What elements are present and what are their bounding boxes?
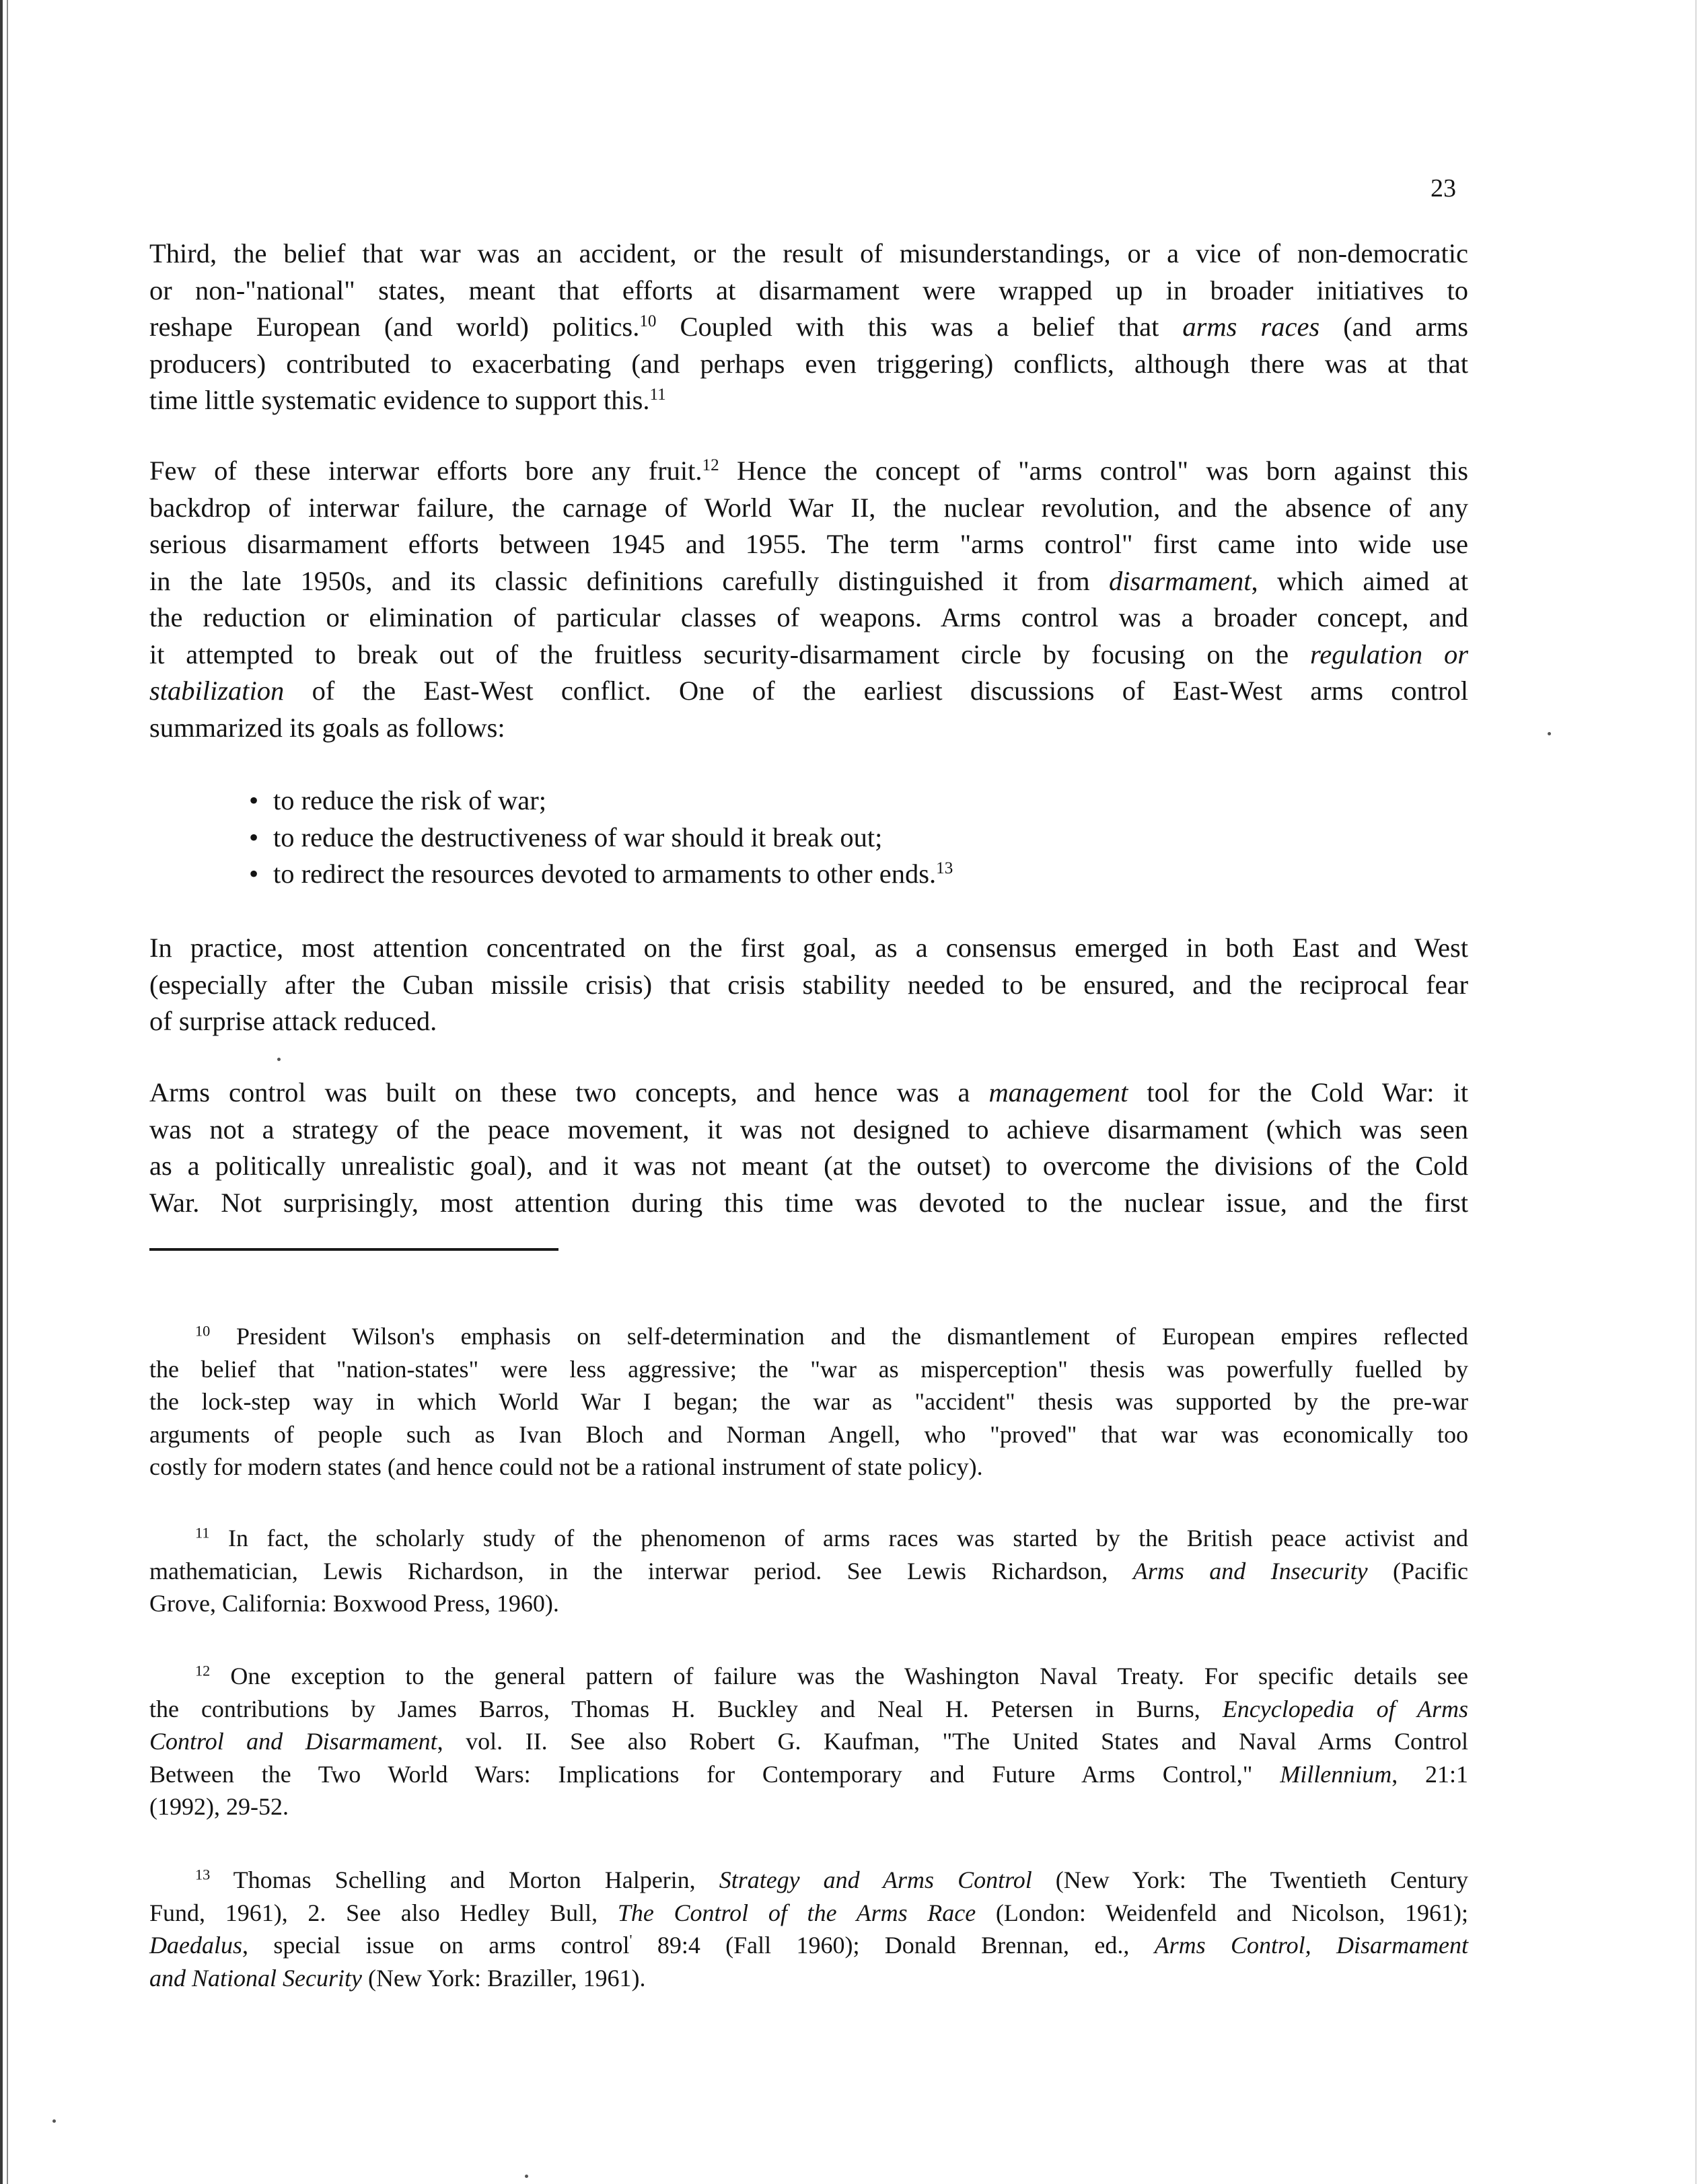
text-line: Control and Disarmament, vol. II. See also Robert G. Kaufman, "The United States and Naval Arms Control — [149, 1728, 1468, 1755]
text-line: $^{13}$ Thomas Schelling and Morton Halperin, Strategy and Arms Control (New York: The Twentieth Century — [195, 1866, 1468, 1893]
footnote-10 — [149, 1320, 1468, 1484]
text-line: War. Not surprisingly, most attention during this time was devoted to the nuclear issue, and the first — [149, 1187, 1468, 1218]
footnote-ref-11: 11 — [649, 386, 666, 404]
footnote-12 — [149, 1660, 1468, 1823]
paragraph-4 — [149, 1075, 1468, 1221]
text-line: In practice, most attention concentrated on the first goal, as a consensus emerged in both East and West — [149, 933, 1468, 963]
text-line: stabilization of the East-West conflict. One of the earliest discussions of East-West arms control — [149, 676, 1468, 706]
text-line: in the late 1950s, and its classic definitions carefully distinguished it from disarmament, which aimed at — [149, 565, 1468, 596]
footnote-separator — [149, 1248, 558, 1251]
text-line: costly for modern states (and hence could not be a rational instrument of state policy). — [149, 1453, 983, 1480]
text-line: $^{11}$ In fact, the scholarly study of the phenomenon of arms races was started by the British peace activist and — [195, 1524, 1468, 1552]
text-line: summarized its goals as follows: — [149, 712, 505, 743]
footnote-ref-13: 13 — [936, 859, 953, 878]
footnote-13 — [149, 1864, 1468, 1994]
footnote-ref-10: 10 — [639, 312, 657, 331]
text-line: the belief that "nation-states" were less aggressive; the "war as misperception" thesis was powerfully fuelled by — [149, 1355, 1468, 1383]
footnote-11 — [149, 1522, 1468, 1620]
text-line: $^{10}$ President Wilson's emphasis on self-determination and the dismantlement of European empires reflected — [195, 1322, 1468, 1350]
scan-speck — [52, 2119, 56, 2123]
list-item: • to redirect the resources devoted to armaments to other ends.$^{13}$ — [249, 856, 1258, 893]
text-line: (especially after the Cuban missile crisis) that crisis stability needed to be ensured, and the reciprocal fear — [149, 969, 1468, 1000]
text-line: was not a strategy of the peace movement, it was not designed to achieve disarmament (which was seen — [149, 1114, 1468, 1144]
text-line: and National Security (New York: Braziller, 1961). — [149, 1964, 646, 1992]
text-line: producers) contributed to exacerbating (and perhaps even triggering) conflicts, although there was at that — [149, 348, 1468, 379]
text-line: the reduction or elimination of particular classes of weapons. Arms control was a broader concept, and — [149, 602, 1468, 632]
text-line: Between the Two World Wars: Implications for Contemporary and Future Arms Control," Millennium, 21:1 — [149, 1760, 1468, 1788]
scan-speck — [1548, 732, 1551, 735]
footnote-number: 11 — [195, 1524, 210, 1541]
text-line: as a politically unrealistic goal), and it was not meant (at the outset) to overcome the divisions of the Cold — [149, 1151, 1468, 1181]
text-line: mathematician, Lewis Richardson, in the interwar period. See Lewis Richardson, Arms and Insecurity (Pacific — [149, 1557, 1468, 1585]
text-line: time little systematic evidence to support this.$^{11}$ — [149, 385, 666, 415]
text-line: arguments of people such as Ivan Bloch and Norman Angell, who "proved" that war was economically too — [149, 1420, 1468, 1448]
bullet-icon: • — [249, 785, 259, 815]
binding-shadow — [7, 0, 8, 2184]
text-line: the contributions by James Barros, Thomas H. Buckley and Neal H. Petersen in Burns, Encyclopedia of Arms — [149, 1695, 1468, 1722]
goals-list — [249, 782, 1258, 893]
scan-speck — [525, 2175, 528, 2178]
scan-speck — [277, 1058, 281, 1061]
footnote-number: 12 — [195, 1662, 211, 1679]
text-line: backdrop of interwar failure, the carnage of World War II, the nuclear revolution, and the absence of any — [149, 492, 1468, 523]
paragraph-3 — [149, 930, 1468, 1040]
text-line: Few of these interwar efforts bore any fruit.$^{12}$ Hence the concept of "arms control" was born against this — [149, 456, 1469, 486]
footnote-number: 13 — [195, 1866, 211, 1883]
text-line: Daedalus, special issue on arms control' 89:4 (Fall 1960); Donald Brennan, ed., Arms Control, Disarmament — [149, 1931, 1468, 1959]
footnote-ref-12: 12 — [702, 456, 719, 475]
binding-edge — [0, 0, 3, 2184]
text-line: Third, the belief that war was an accident, or the result of misunderstandings, or a vice of non-democratic — [149, 238, 1468, 268]
page-number: 23 — [1431, 174, 1456, 203]
text-line: (1992), 29-52. — [149, 1793, 289, 1820]
text-line: Fund, 1961), 2. See also Hedley Bull, The Control of the Arms Race (London: Weidenfeld and Nicolson, 1961); — [149, 1899, 1469, 1926]
bullet-icon: • — [249, 822, 259, 852]
text-line: of surprise attack reduced. — [149, 1006, 437, 1036]
paragraph-2 — [149, 453, 1468, 746]
text-line: it attempted to break out of the fruitless security-disarmament circle by focusing on the regulation or — [149, 639, 1468, 669]
list-item: • to reduce the destructiveness of war should it break out; — [249, 820, 1258, 857]
bullet-icon: • — [249, 859, 259, 889]
list-item: • to reduce the risk of war; — [249, 782, 1258, 820]
text-line: reshape European (and world) politics.$^{10}$ Coupled with this was a belief that arms races (and arms — [149, 312, 1468, 342]
text-line: Arms control was built on these two concepts, and hence was a management tool for the Cold War: it — [149, 1077, 1468, 1107]
text-line: $^{12}$ One exception to the general pattern of failure was the Washington Naval Treaty. For specific details see — [195, 1662, 1468, 1689]
footnote-number: 10 — [195, 1322, 211, 1340]
paragraph-1 — [149, 235, 1468, 419]
text-line: serious disarmament efforts between 1945 and 1955. The term "arms control" first came into wide use — [149, 529, 1468, 559]
text-line: Grove, California: Boxwood Press, 1960). — [149, 1590, 559, 1617]
text-line: the lock-step way in which World War I began; the war as "accident" thesis was supported by the pre-war — [149, 1388, 1468, 1415]
text-line: or non-"national" states, meant that efforts at disarmament were wrapped up in broader initiatives to — [149, 275, 1468, 305]
